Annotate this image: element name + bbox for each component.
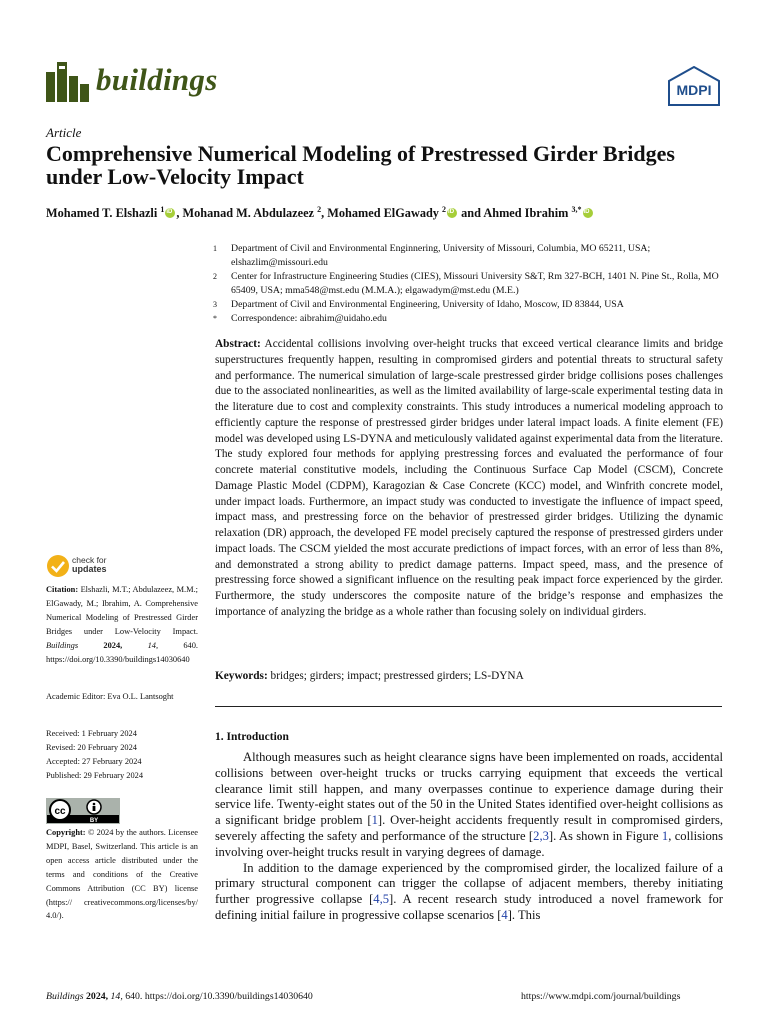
copyright-label: Copyright: — [46, 828, 86, 837]
affiliation-text: Department of Civil and Environmental Enginnering, University of Missouri, Columbia, MO 65211, USA; elshazlim@missouri.edu — [231, 243, 651, 268]
citation-journal: Buildings — [46, 640, 79, 650]
author-affiliation-marker: 3,* — [571, 205, 582, 214]
author-name: Mohanad M. Abdulazeez — [182, 206, 315, 221]
body-text: Although measures such as height clearance signs have been implemented on roads, accidental collisions between over-height trucks or trucks carrying equipment that exceeds the vertical clearance limit still happen, and many overpasses continue to experience damage during their service life. Twenty-eight states out of the 50 in the United States identified over-height collisions as a significant bridge problem [ — [215, 750, 723, 828]
abstract — [215, 337, 723, 621]
affiliation-item — [213, 298, 723, 312]
affiliation-item — [213, 270, 723, 298]
body-text: ]. A recent research study introduced a novel framework for defining initial failure in progressive collapse scenarios [ — [215, 892, 723, 922]
footer-journal: Buildings — [46, 991, 84, 1002]
section-heading: 1. Introduction — [215, 731, 289, 743]
revised-date: Revised: 20 February 2024 — [46, 742, 137, 752]
affiliation-text: Center for Infrastructure Engineering Studies (CIES), Missouri University S&T, Rm 327-BCH, 1401 N. Pine St., Rolla, MO 65409, USA; mma548@mst.edu (M.M.A.); elgawadym@mst.edu (M.E.) — [231, 271, 719, 296]
orcid-icon[interactable] — [447, 208, 457, 218]
affiliation-text: Correspondence: aibrahim@uidaho.edu — [231, 313, 387, 324]
publication-dates — [46, 727, 198, 783]
affiliations — [213, 242, 723, 326]
accepted-date: Accepted: 27 February 2024 — [46, 756, 142, 766]
author-name: Mohamed T. Elshazli — [46, 206, 158, 221]
author-list — [46, 205, 726, 221]
body-text: , collisions involving over-height trucks result in varying degrees of damage. — [215, 828, 723, 859]
check-updates-icon — [46, 554, 70, 578]
mdpi-logo-icon[interactable] — [667, 66, 721, 106]
citation-link[interactable]: 4 — [501, 907, 508, 922]
affiliation-text: Department of Civil and Environmental Engineering, University of Idaho, Moscow, ID 83844, USA — [231, 299, 624, 310]
paper-title: Comprehensive Numerical Modeling of Prestressed Girder Bridges under Low-Velocity Impact — [46, 141, 675, 189]
check-updates-title: check for — [72, 555, 107, 565]
affiliation-number: * — [213, 314, 217, 323]
cc-by-license-icon[interactable] — [46, 798, 120, 824]
check-updates-sub: updates — [72, 564, 107, 574]
article-type: Article — [46, 125, 82, 140]
affiliation-item — [213, 312, 723, 326]
abstract-text: Accidental collisions involving over-height trucks that exceed vertical clearance limits and bridge superstructures frequently happen, resulting in compromised girders and potential threats to structural safety and performance. The numerical simulation of large-scale prestressed girder bridge collisions poses challenges due to the associated nonlinearities, as well as the limited availability of large-scale experimental testing data in the literature due to cost and complexity constraints. This study introduces a numerical modeling approach to efficiently capture the response of prestressed girder bridges under lateral impact loads. A finite element (FE) model was developed using LS-DYNA and meticulously validated against experimental data from the literature. The study explored four methods for applying prestressing forces and evaluated the performance of four concrete material constitutive models, including the Continuous Surface Cap Model (CSCM), Concrete Damage Plastic Model (CDPM), Karagozian & Case Concrete (KCC) model, and Winfrith concrete model, under impact loads. Furthermore, an impact study was conducted to investigate the influence of impact speed, impact mass, and prestressing force on the behavior of prestressed girder bridges. Utilizing the dynamic relaxation (DR) approach, the developed FE model precisely captured the response of prestressed girders under impact loads. The CSCM yielded the most accurate predictions of impact forces, with an error of less than 8%, and demonstrated a strong ability to predict damage patterns. Impact speed, mass, and the presence of prestressing force showed a significant influence on the resulting peak impact force experienced by the girder. Furthermore, the study underscores the composite nature of the bridge’s response and emphasizes the importance of analyzing the bridge as a whole rather than focusing solely on individual girders. — [215, 338, 724, 618]
academic-editor — [46, 690, 198, 704]
cc-by-label: BY — [89, 818, 99, 824]
author-name: Mohamed ElGawady — [327, 206, 439, 221]
editor-label: Academic Editor: — [46, 692, 106, 701]
citation-volume: 14, — [147, 640, 159, 650]
footer-volume: 14, — [110, 991, 123, 1002]
editor-name: Eva O.L. Lantsoght — [107, 692, 174, 701]
paragraph — [215, 861, 723, 924]
keywords — [215, 670, 723, 682]
author-separator: and — [458, 206, 484, 221]
citation-text: Elshazli, M.T.; Abdulazeez, M.M.; ElGawady, M.; Ibrahim, A. Comprehensive Numerical Modeling of Prestressed Girder Bridges under Low-Velocity Impact. — [46, 585, 198, 636]
journal-url-link[interactable]: https://www.mdpi.com/journal/buildings — [521, 991, 681, 1002]
paragraph — [215, 750, 723, 861]
affiliation-number: 3 — [213, 300, 217, 309]
citation-link[interactable]: 1 — [661, 828, 669, 843]
citation-doi[interactable]: 640. https://doi.org/10.3390/buildings14030640 — [46, 640, 199, 664]
citation-label: Citation: — [46, 585, 79, 594]
author-affiliation-marker: 2 — [317, 205, 322, 214]
abstract-label: Abstract: — [215, 338, 261, 350]
keywords-text: bridges; girders; impact; prestressed girders; LS-DYNA — [270, 670, 524, 682]
affiliation-number: 1 — [213, 244, 217, 253]
copyright-block — [46, 826, 198, 923]
affiliation-item — [213, 242, 723, 270]
mdpi-logo-text: MDPI — [676, 82, 712, 98]
published-date: Published: 29 February 2024 — [46, 770, 144, 780]
journal-name: buildings — [96, 62, 218, 97]
journal-logo-icon — [46, 62, 90, 102]
received-date: Received: 1 February 2024 — [46, 729, 137, 738]
orcid-icon[interactable] — [583, 208, 593, 218]
affiliation-number: 2 — [213, 272, 217, 281]
footer-doi-link[interactable]: 640. https://doi.org/10.3390/buildings14030640 — [125, 991, 313, 1002]
citation-link[interactable]: 2,3 — [533, 828, 549, 843]
keywords-label: Keywords: — [215, 670, 268, 682]
citation-year: 2024, — [103, 640, 123, 650]
author-separator: , — [176, 206, 183, 221]
check-for-updates-button[interactable] — [46, 554, 166, 580]
body-text: ]. This — [507, 907, 541, 922]
copyright-text: © 2024 by the authors. Licensee MDPI, Basel, Switzerland. This article is an open access article distributed under the terms and conditions of the Creative Commons Attribution (CC BY) license (https:// creativecommons.org/licenses/by/ 4.0/). — [46, 828, 198, 921]
orcid-icon[interactable] — [165, 208, 175, 218]
citation-link[interactable]: 4,5 — [373, 892, 390, 907]
footer-year: 2024, — [86, 991, 109, 1002]
citation-link[interactable]: 1 — [371, 813, 378, 828]
svg-text:cc: cc — [54, 806, 66, 817]
body-text: ]. As shown in Figure — [548, 828, 662, 843]
author-affiliation-marker: 2 — [442, 205, 447, 214]
author-separator: , — [321, 206, 328, 221]
author-affiliation-marker: 1 — [160, 205, 165, 214]
footer-citation — [46, 991, 313, 1002]
citation-block — [46, 583, 198, 666]
body-text: In addition to the damage experienced by the compromised girder, the localized failure of a primary structural component can trigger the collapse of adjacent members, thereby initiating further progressive collapse [ — [215, 860, 723, 907]
author-name: Ahmed Ibrahim — [483, 206, 569, 221]
body-text: ]. Over-height accidents frequently result in compromised girders, severely affecting the safety and performance of the structure [ — [215, 813, 723, 843]
introduction-body — [215, 750, 723, 924]
section-divider — [215, 706, 722, 707]
